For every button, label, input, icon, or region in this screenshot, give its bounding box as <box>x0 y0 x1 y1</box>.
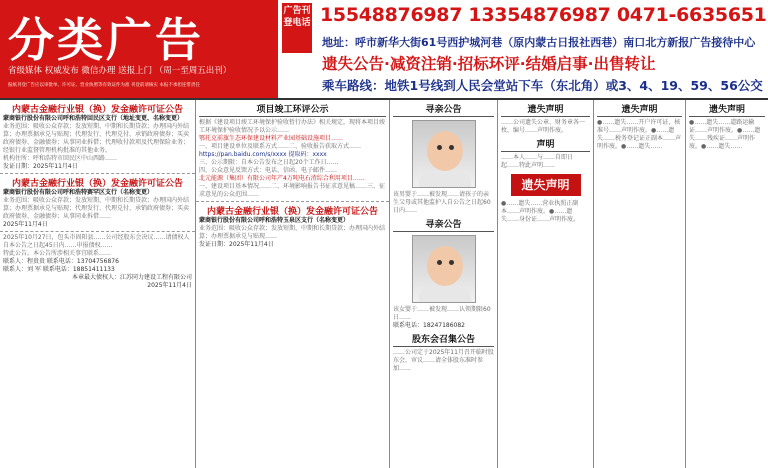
column-2 <box>196 100 390 468</box>
issue-date: 2025年11月4日 <box>3 221 48 228</box>
service-list: 遗失公告·减资注销·招标环评·结婚启事·出售转让 <box>322 55 656 73</box>
column-1 <box>0 100 196 468</box>
notice-title: 遗失声明 <box>689 102 765 117</box>
notice-body-text: 该女婴于……被发现……认领期限60日…… <box>393 306 491 321</box>
notice-title: 寻亲公告 <box>393 102 494 117</box>
notice-title: 内蒙古金融行业银（换）发金融许可证公告 <box>11 179 183 189</box>
notice-body-text: ……公司遗失公章、财务章各一枚，编号……声明作废。 <box>501 119 586 134</box>
column-6 <box>686 100 768 468</box>
seek-family-notice-2 <box>393 217 494 330</box>
ad-phone-tag: 广告刊登电话 <box>282 3 312 53</box>
child-photo <box>412 235 476 303</box>
issue-date: 发证日期：2025年11月4日 <box>199 241 274 248</box>
notice-body-text: ●……遗失……开户许可证，核准号……声明作废。●……遗失……税务登记证正副本……声明作废。●……遗失…… <box>597 119 682 150</box>
notice-body-text: ●……遗失……营业执照正副本……声明作废。●……遗失……身份证……声明作废。 <box>501 200 580 223</box>
contact-phone: 联系电话：18247186082 <box>393 322 465 329</box>
notice-body-text: 该男婴于……被发现……请孩子的亲生父母或其他监护人自公告之日起60日内…… <box>393 191 491 214</box>
contact-line: 联系人：刘 军 联系电话：18851411133 <box>3 266 115 273</box>
notice-title: 寻亲公告 <box>393 217 494 232</box>
footer-line: 本章最大债权人：江苏同力建设工程有限公司 <box>71 274 192 281</box>
statement-notice <box>501 137 590 170</box>
masthead <box>0 0 768 98</box>
masthead-red-block <box>0 0 278 98</box>
notice-body-text: ……本人……与……自即日起……特此声明…… <box>501 154 574 169</box>
issue-date: 发证日期：2025年11月4日 <box>3 163 78 170</box>
env-notice <box>199 102 386 199</box>
lost-notice-6 <box>689 102 765 151</box>
notice-title: 内蒙古金融行业银（换）发金融许可证公告 <box>206 207 378 217</box>
license-notice-3 <box>199 204 386 249</box>
shareholder-meeting-notice <box>393 332 494 373</box>
footer-date: 2025年11月4日 <box>147 282 192 289</box>
notice-title: 声明 <box>501 137 590 152</box>
notice-company: 蒙商银行股份有限公司呼和浩特赛罕区支行（名称变更） <box>3 189 154 196</box>
notice-body-text: 业务范围：吸收公众存款；发放短期、中期和长期贷款；办理国内外结算；办理票据承兑与贴现；代理发行、代理兑付、承销政府债券；买卖政府债券、金融债券；从事同业拆借…… <box>3 197 190 220</box>
download-link[interactable]: https://pan.baidu.com/s/xxxx 提取码：xxxx <box>199 151 327 158</box>
notice-body-text: ……公司定于2025年11月召开临时股东会，审议……请全体股东准时参加…… <box>393 349 494 372</box>
contact-line: 联系人：程贵贵 联系电话：13704756876 <box>3 258 119 265</box>
notice-title: 遗失声明 <box>597 102 682 117</box>
lost-notice-4 <box>501 102 590 135</box>
lost-statement-banner: 遗失声明 <box>511 174 581 196</box>
license-notice-2 <box>3 176 192 229</box>
notice-body-text: 根据《建设项目竣工环境保护验收暂行办法》相关规定，现将本项目竣工环境保护验收情况予以公示…… <box>199 119 386 134</box>
office-address: 地址：呼市新华大街61号西护城河巷（原内蒙古日报社西巷）南口北方新报广告接待中心 <box>322 36 756 49</box>
notice-title: 内蒙古金融行业银（换）发金融许可证公告 <box>11 105 183 115</box>
notice-title: 股东会召集公告 <box>393 332 494 347</box>
notice-body-text: 2025年10月27日，包头市固阳县……公司经股东会决议……请债权人自本公告之日起45日内……申报债权…… <box>3 234 190 249</box>
contact-phones: 15548876987 13354876987 0471-6635651 <box>320 4 767 26</box>
notice-company: 蒙商银行股份有限公司呼和浩特玉泉区支行（名称变更） <box>199 217 350 224</box>
divider <box>0 231 195 232</box>
notice-body-text: 鄂托克前旗生态环保建设材料产业园基础设施项目…… <box>199 135 344 142</box>
child-photo <box>412 120 476 188</box>
notice-body-text: 一、建设项目基本情况……二、环境影响报告书征求意见稿……三、征求意见的公众范围…… <box>199 183 386 198</box>
notice-body-text: 三、公示期限：自本公告发布之日起20个工作日…… <box>199 159 339 166</box>
lost-notice-5 <box>597 102 682 151</box>
notice-body-text: 业务范围：吸收公众存款；发放短期、中期和长期贷款；办理国内外结算；办理票据承兑与贴现；代理发行、代理兑付、承销政府债券；买卖政府债券、金融债券；从事同业拆借；代理收付款项及代理保险业务；经银行业监督管理机构批准的其他业务。 <box>3 123 190 154</box>
notice-company: 蒙商银行股份有限公司呼和浩特回民区支行（地址变更、名称变更） <box>3 115 184 122</box>
divider <box>0 173 195 174</box>
license-notice-1 <box>3 102 192 171</box>
masthead-note: 报纸刊登广告应以审批单、许可证、营业执照等有效证件为准 刊登前请核实 本报不承担连带责任 <box>8 83 200 88</box>
notice-body-text: 特此公告。本公告所涉相关事宜联系…… <box>3 250 112 257</box>
column-3 <box>390 100 498 468</box>
masthead-slogan: 省级媒体 权威发布 微信办理 送报上门 （周一至周五出刊） <box>8 66 232 76</box>
column-4 <box>498 100 594 468</box>
notice-body-text: 机构住所：呼和浩特市回民区中山西路…… <box>3 155 118 162</box>
notice-body-text: 四、公众意见反馈方式：电话、信函、电子邮件…… <box>199 167 338 174</box>
notice-title: 项目竣工环评公示 <box>199 102 386 117</box>
notice-body-text: ●……遗失……道路运输证……声明作废。●……遗失……残疾证……声明作废。●……遗失…… <box>689 119 761 150</box>
notice-body-text: 一、项目建设单位及联系方式……二、验收报告获取方式…… <box>199 143 362 150</box>
column-5 <box>594 100 686 468</box>
notice-body-text: 北元能源（集团）有限公司年产4万吨电石渣综合利用项目…… <box>199 175 365 182</box>
notice-title: 遗失声明 <box>501 102 590 117</box>
creditor-notice <box>3 234 192 290</box>
page-title: 分类广告 <box>8 13 204 67</box>
seek-family-notice-1 <box>393 102 494 215</box>
bus-route: 乘车路线：地铁1号线到人民会堂站下车（东北角）或3、4、19、59、56公交 <box>322 78 763 93</box>
divider <box>196 201 389 202</box>
notice-body-text: 业务范围：吸收公众存款；发放短期、中期和长期贷款；办理国内外结算；办理票据承兑与贴现…… <box>199 225 386 240</box>
